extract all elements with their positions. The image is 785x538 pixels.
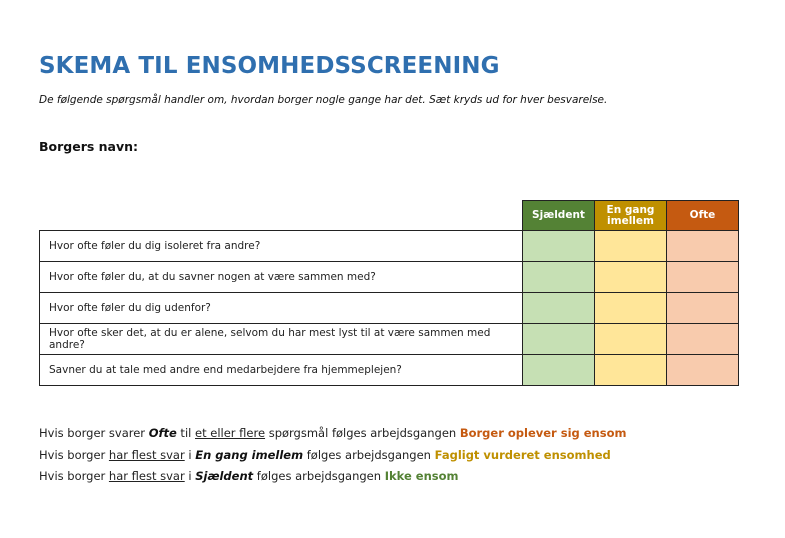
header-row (40, 201, 739, 231)
question-text: Hvor ofte sker det, at du er alene, selvom du har mest lyst til at være sammen med andre? (40, 324, 523, 355)
question-text: Hvor ofte føler du dig udenfor? (40, 293, 523, 324)
table-row (40, 324, 739, 355)
rule-answer: Ofte (148, 426, 177, 440)
question-header-blank (40, 201, 523, 231)
rule-text: til (176, 426, 195, 440)
rules-section (39, 424, 626, 489)
rule-text: spørgsmål følges arbejdsgangen (265, 426, 460, 440)
rule-text: i (184, 447, 196, 462)
page-title: SKEMA TIL ENSOMHEDSSCREENING (39, 53, 500, 79)
rule-result: Borger oplever sig ensom (459, 426, 627, 440)
rule-underlined-text: et eller flere (195, 426, 266, 440)
intro-text: De følgende spørgsmål handler om, hvordan borger nogle gange har det. Sæt kryds ud for hver besvarelse. (39, 94, 608, 106)
answer-cell-sjaeldent[interactable] (523, 324, 595, 355)
rule-text: Hvis borger svarer (39, 426, 149, 440)
rule-text: i (184, 469, 196, 483)
table-row (40, 355, 739, 386)
rule-en-gang-imellem (39, 446, 626, 468)
table-row (40, 293, 739, 324)
question-text: Hvor ofte føler du dig isoleret fra andre? (40, 231, 523, 262)
rule-answer: En gang imellem (195, 447, 304, 462)
citizen-name-label: Borgers navn: (39, 139, 139, 154)
rule-result: Fagligt vurderet ensomhed (434, 447, 611, 462)
table-row (40, 231, 739, 262)
column-header-en-gang-imellem: En gang imellem (595, 201, 667, 231)
rule-text: følges arbejdsgangen (253, 469, 385, 483)
rule-text: Hvis borger (39, 469, 109, 483)
answer-cell-sjaeldent[interactable] (523, 293, 595, 324)
answer-cell-ofte[interactable] (667, 231, 739, 262)
answer-cell-sjaeldent[interactable] (523, 231, 595, 262)
rule-text: følges arbejdsgangen (303, 447, 435, 462)
answer-cell-ofte[interactable] (667, 262, 739, 293)
answer-cell-en-gang-imellem[interactable] (595, 324, 667, 355)
rule-sjaeldent (39, 467, 626, 489)
column-header-sjaeldent: Sjældent (523, 201, 595, 231)
answer-cell-ofte[interactable] (667, 293, 739, 324)
table-row (40, 262, 739, 293)
screening-table (39, 200, 739, 386)
rule-text: Hvis borger (39, 447, 109, 462)
rule-ofte (39, 424, 626, 446)
answer-cell-en-gang-imellem[interactable] (595, 355, 667, 386)
rule-underlined-text: har flest svar (108, 469, 185, 483)
rule-answer: Sjældent (195, 469, 254, 483)
answer-cell-sjaeldent[interactable] (523, 355, 595, 386)
question-text: Savner du at tale med andre end medarbejdere fra hjemmeplejen? (40, 355, 523, 386)
column-header-ofte: Ofte (667, 201, 739, 231)
answer-cell-ofte[interactable] (667, 324, 739, 355)
question-text: Hvor ofte føler du, at du savner nogen at være sammen med? (40, 262, 523, 293)
answer-cell-sjaeldent[interactable] (523, 262, 595, 293)
answer-cell-en-gang-imellem[interactable] (595, 262, 667, 293)
rule-result: Ikke ensom (384, 469, 459, 483)
rule-underlined-text: har flest svar (108, 447, 185, 462)
answer-cell-en-gang-imellem[interactable] (595, 231, 667, 262)
answer-cell-ofte[interactable] (667, 355, 739, 386)
answer-cell-en-gang-imellem[interactable] (595, 293, 667, 324)
